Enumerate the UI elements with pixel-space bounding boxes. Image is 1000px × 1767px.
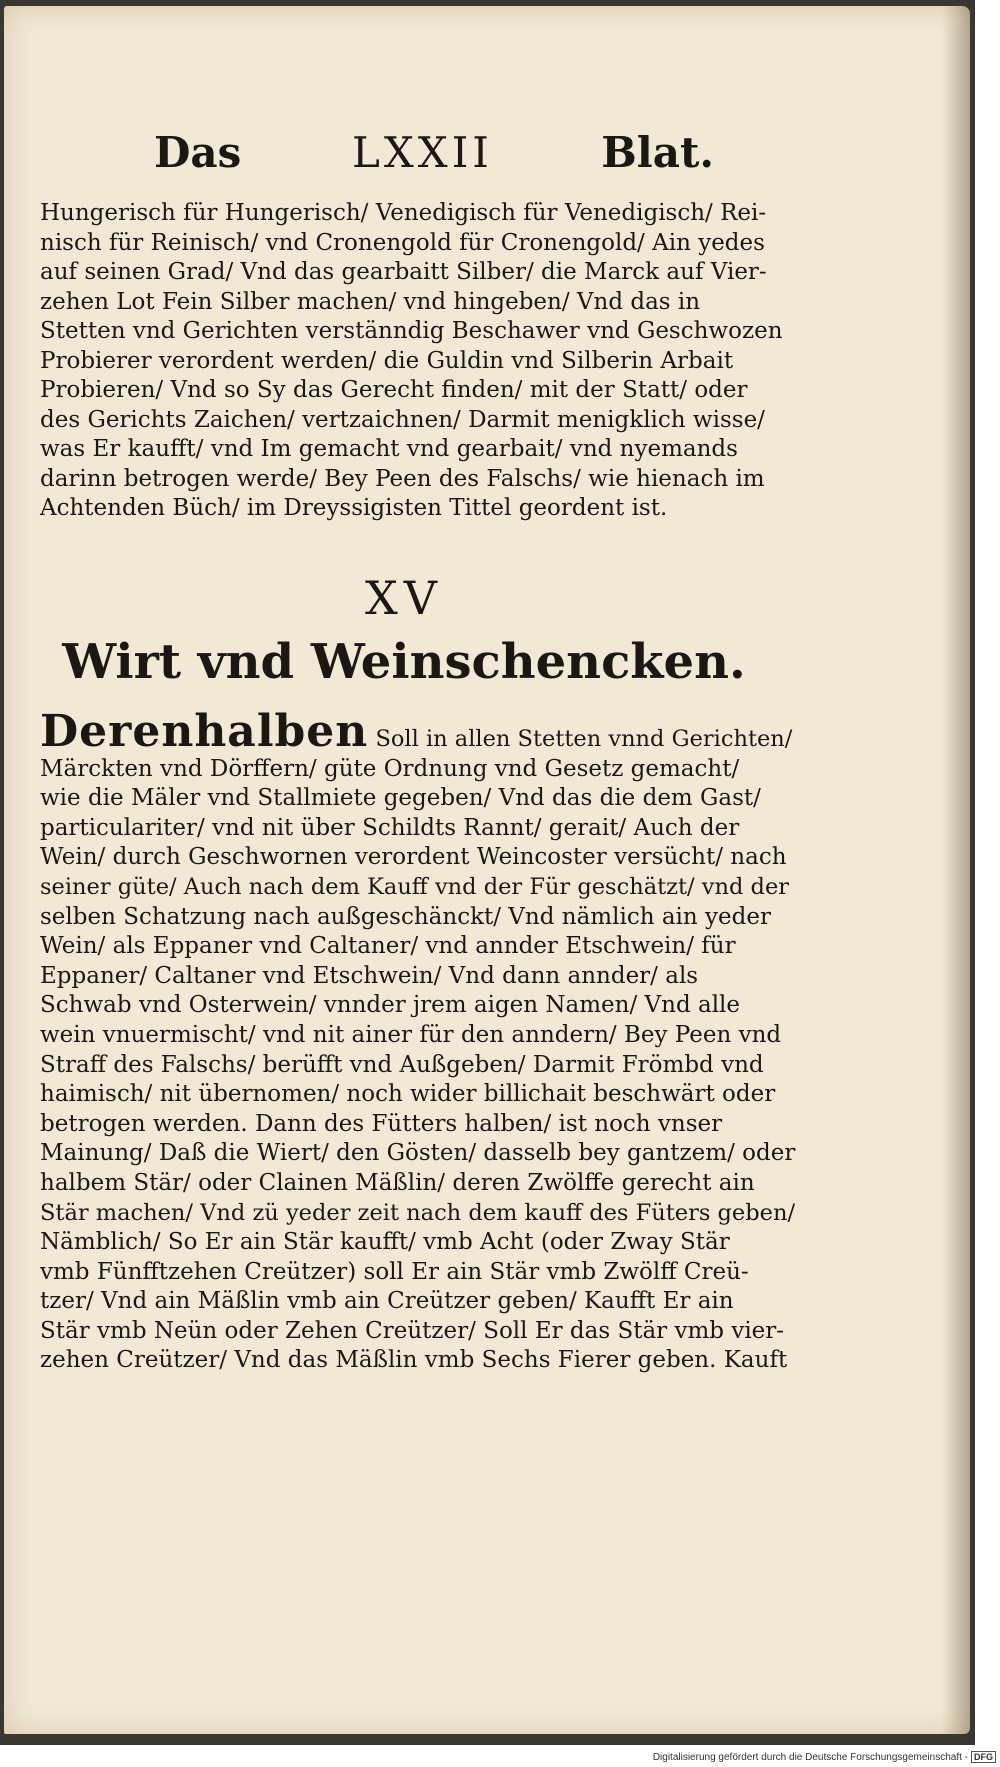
digitization-credit [653,1751,996,1763]
first-line-rest: Soll in allen Stetten vnnd Gerichten/ [375,726,793,752]
text-line: Mainung/ Daß die Wiert/ den Gösten/ dasselb bey gantzem/ oder [40,1140,796,1167]
text-line: haimisch/ nit übernomen/ noch wider billichait beschwärt oder [40,1081,776,1108]
initial-word: Derenhalben [40,706,369,757]
text-line: Stetten vnd Gerichten verstänndig Beschawer vnd Geschwozen [40,318,783,344]
dfg-logo-icon: DFG [971,1751,996,1763]
text-line: selben Schatzung nach außgeschänckt/ Vnd nämlich ain yeder [40,903,771,930]
text-line: Eppaner/ Caltaner vnd Etschwein/ Vnd dann annder/ als [40,962,699,989]
text-line: Stär machen/ Vnd zü yeder zeit nach dem kauff des Füters geben/ [40,1199,796,1226]
text-line: Nämblich/ So Er ain Stär kaufft/ vmb Acht (oder Zway Stär [40,1229,730,1256]
text-line: was Er kaufft/ vnd Im gemacht vnd gearbait/ vnd nyemands [40,436,738,462]
text-line: Märckten vnd Dörffern/ güte Ordnung vnd Gesetz gemacht/ [40,755,740,782]
text-line: wein vnuermischt/ vnd nit ainer für den anndern/ Bey Peen vnd [40,1021,782,1048]
text-line: Probierer verordent werden/ die Guldin vnd Silberin Arbait [40,347,734,374]
text-line: Probieren/ Vnd so Sy das Gerecht finden/ mit der Statt/ oder [40,377,748,403]
text-line: zehen Creützer/ Vnd das Mäßlin vmb Sechs Fierer geben. Kauft [40,1347,788,1374]
text-line: des Gerichts Zaichen/ vertzaichnen/ Darmit menigklich wisse/ [40,406,765,433]
text-line: Stär vmb Neün oder Zehen Creützer/ Soll Er das Stär vmb vier- [40,1317,785,1344]
text-line: auf seinen Grad/ Vnd das gearbaitt Silber/ die Marck auf Vier- [40,259,767,285]
page-header [154,128,714,188]
text-line: Wein/ als Eppaner vnd Caltaner/ vnd annder Etschwein/ für [40,933,736,960]
text-line: Achtenden Büch/ im Dreyssigisten Tittel geordent ist. [40,495,668,521]
book-page [4,6,970,1734]
header-left: Das [154,128,242,177]
first-line [40,706,800,757]
text-line: Straff des Falschs/ berüfft vnd Außgeben/ Darmit Frömbd vnd [40,1051,764,1078]
text-line: halbem Stär/ oder Clainen Mäßlin/ deren Zwölffe gerecht ain [40,1169,755,1196]
text-line: vmb Fünfftzehen Creützer) soll Er ain Stär vmb Zwölff Creü- [40,1258,749,1285]
text-line: darinn betrogen werde/ Bey Peen des Falschs/ wie hienach im [40,465,765,492]
text-line: Wein/ durch Geschwornen verordent Weincoster versücht/ nach [40,844,787,871]
text-line: Schwab vnd Osterwein/ vnnder jrem aigen Namen/ Vnd alle [40,992,741,1019]
text-line: seiner güte/ Auch nach dem Kauff vnd der Für geschätzt/ vnd der [40,873,790,900]
paragraph-1 [40,199,800,524]
header-right: Blat. [601,128,714,177]
text-line: wie die Mäler vnd Stallmiete gegeben/ Vnd das die dem Gast/ [40,785,761,812]
text-line: tzer/ Vnd ain Mäßlin vmb ain Creützer geben/ Kaufft Er ain [40,1288,734,1315]
text-line: Hungerisch für Hungerisch/ Venedigisch für Venedigisch/ Rei- [40,200,767,226]
section-number: XV [365,571,443,625]
text-line: betrogen werden. Dann des Fütters halben/ ist noch vnser [40,1110,723,1137]
text-line: nisch für Reinisch/ vnd Cronengold für Cronengold/ Ain yedes [40,229,765,256]
text-line: zehen Lot Fein Silber machen/ vnd hingeben/ Vnd das in [40,288,701,315]
credit-text: Digitalisierung gefördert durch die Deutsche Forschungsgemeinschaft - [652,1751,968,1763]
folio-number: LXXII [352,128,493,177]
paragraph-2 [40,706,800,1376]
text-line: particulariter/ vnd nit über Schildts Rannt/ gerait/ Auch der [40,814,740,841]
section-title: Wirt vnd Weinschencken. [62,634,746,690]
